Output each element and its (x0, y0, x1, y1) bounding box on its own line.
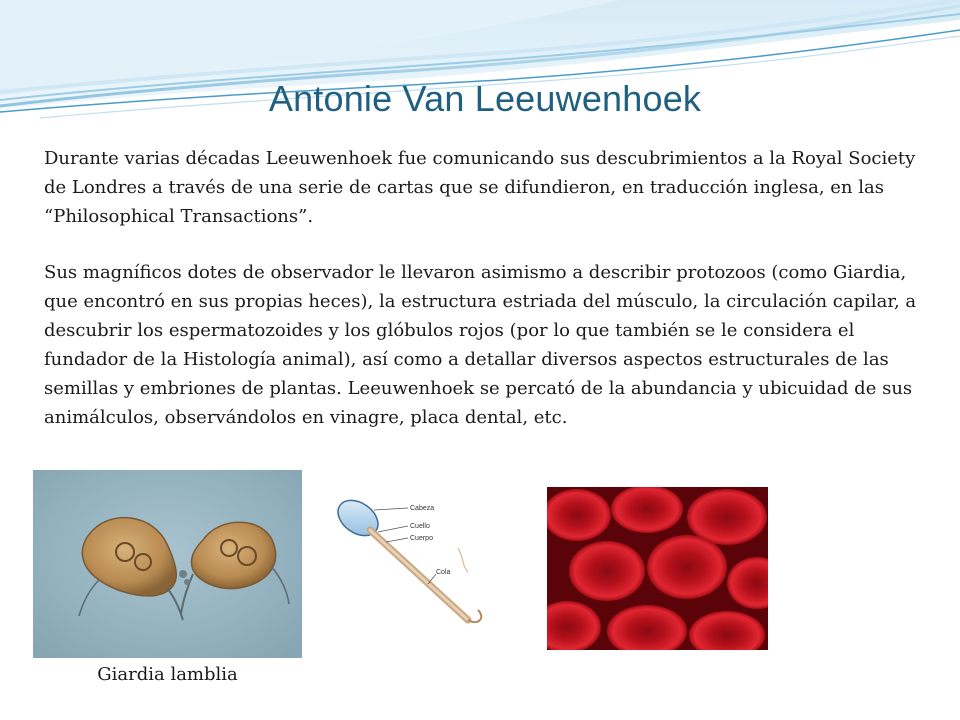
sperm-diagram (318, 488, 490, 638)
paragraph-royal-society: Durante varias décadas Leeuwenhoek fue comunicando sus descubrimientos a la Royal Society de Londres a través de una serie de cartas que se difundieron, en traducción inglesa, en las “Philosophical Transactions”. (44, 148, 916, 227)
sperm-label-cabeza: Cabeza (410, 505, 435, 512)
giardia-caption: Giardia lamblia (97, 664, 238, 685)
sperm-label-cola: Cola (436, 569, 451, 576)
slide-title: Antonie Van Leeuwenhoek (268, 78, 702, 119)
red-blood-cells-photo (547, 487, 768, 650)
sperm-label-cuerpo: Cuerpo (410, 535, 433, 542)
sperm-label-cuello: Cuello (410, 523, 430, 530)
giardia-photo (33, 470, 302, 658)
paragraph-discoveries: Sus magníficos dotes de observador le llevaron asimismo a describir protozoos (como Giardia, que encontró en sus propias heces), la estructura estriada del músculo, la circulación capilar, a descubrir los espermatozoides y los glóbulos rojos (por lo que también se le considera el fundador de la Histología animal), así como a detallar diversos aspectos estructurales de las semillas y embriones de plantas. Leeuwenhoek se percató de la abundancia y ubicuidad de sus animálculos, observándolos en vinagre, placa dental, etc. (44, 262, 917, 428)
